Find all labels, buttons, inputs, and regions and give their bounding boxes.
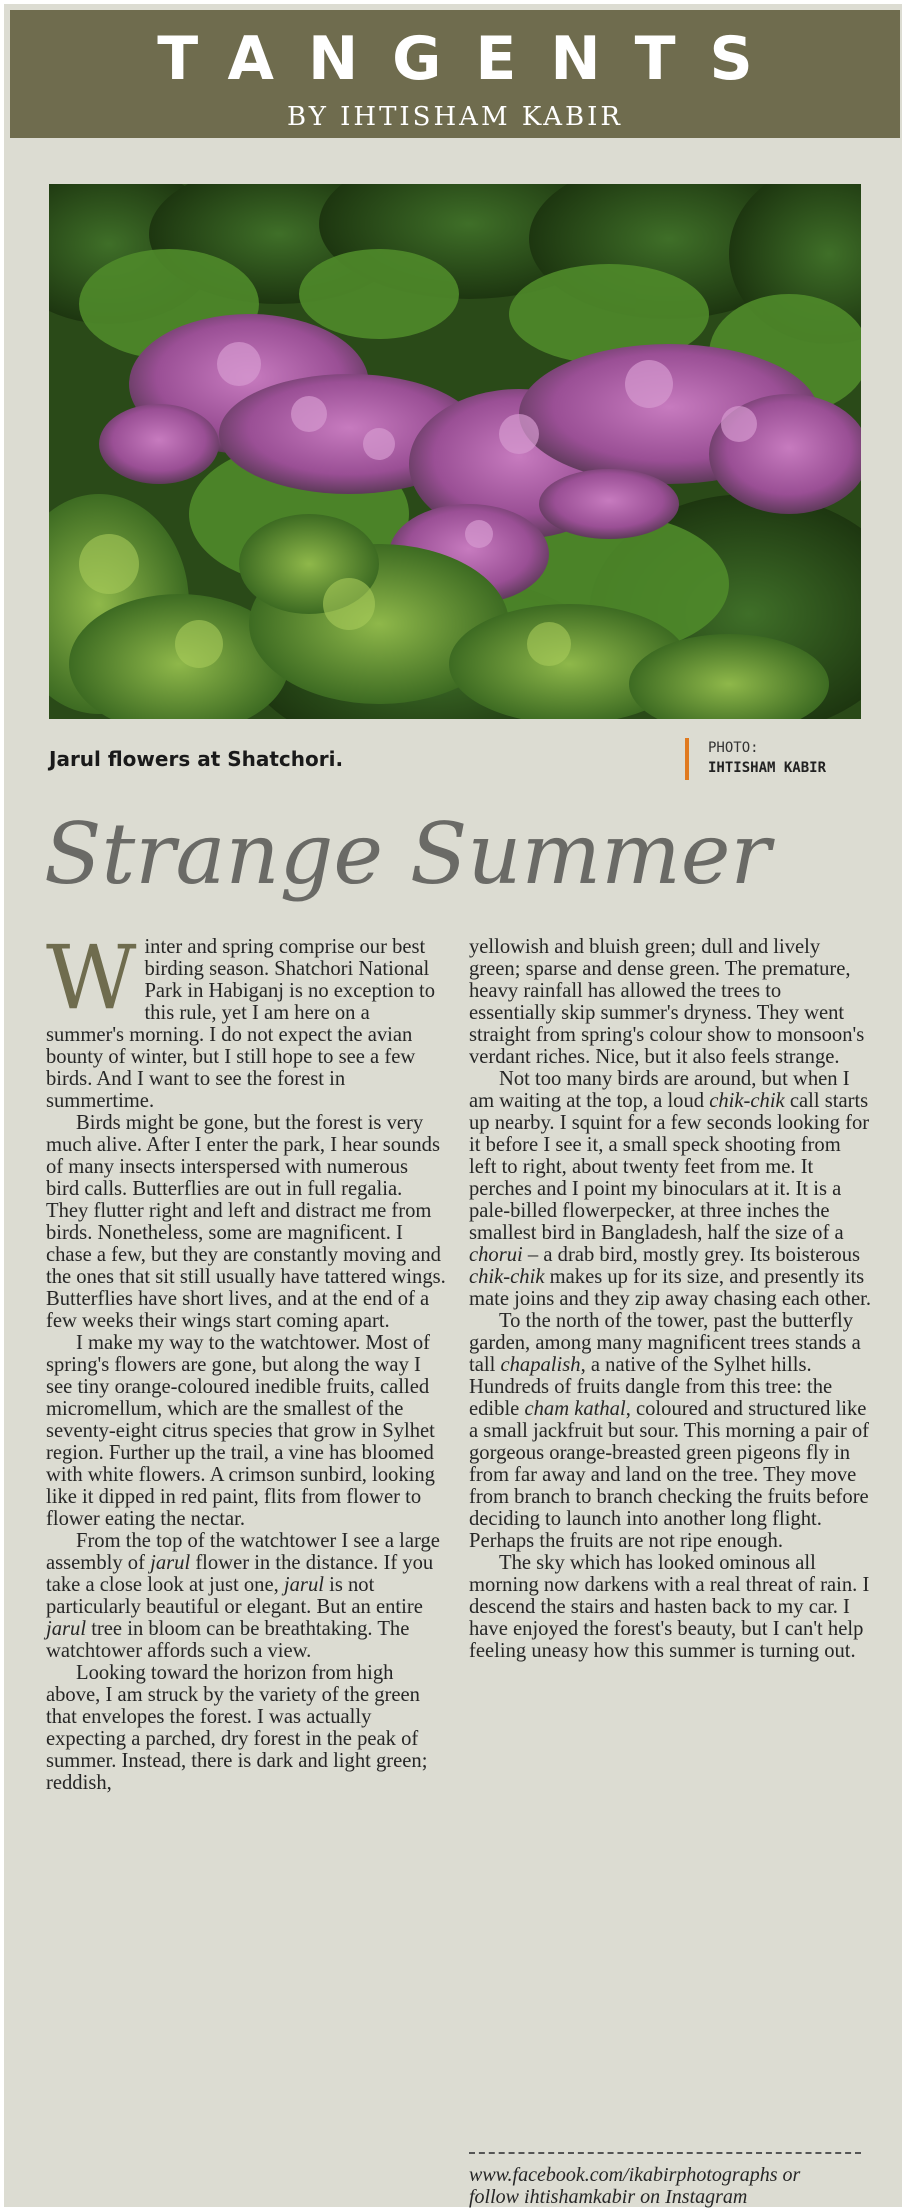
column-title: TANGENTS <box>157 24 787 94</box>
article-column-left <box>46 926 446 1794</box>
footer-instagram-note: follow ihtishamkabir on Instagram <box>469 2186 748 2208</box>
paragraph: Looking toward the horizon from high above, I am struck by the variety of the green that envelopes the forest. I was actually expecting a parched, dry forest in the peak of summer. Instead, there is dark and light green; reddish, <box>46 1662 428 1794</box>
paragraph: Not too many birds are around, but when I am waiting at the top, a loud chik-chik call starts up nearby. I squint for a few seconds looking for it before I see it, a small speck shooting from left to right, about twenty feet from me. It perches and I point my binoculars at it. It is a pale-billed flowerpecker, at three inches the smallest bird in Bangladesh, half the size of a chorui – a drab bird, mostly grey. Its boisterous chik-chik makes up for its size, and presently its mate joins and they zip away chasing each other. <box>469 1068 872 1310</box>
dashed-divider <box>469 2152 861 2154</box>
paragraph: I make my way to the watchtower. Most of spring's flowers are gone, but along the way I see tiny orange-coloured inedible fruits, called micromellum, which are the smallest of the seventy-eight citrus species that grow in Sylhet region. Further up the trail, a vine has bloomed with white flowers. A crimson sunbird, looking like it dipped in red paint, flits from flower to flower eating the nectar. <box>46 1332 435 1530</box>
photo-caption: Jarul flowers at Shatchori. <box>49 747 344 771</box>
forest-photo <box>49 184 861 719</box>
paragraph: From the top of the watchtower I see a large assembly of jarul flower in the distance. If you take a close look at just one, jarul is not particularly beautiful or elegant. But an entire jarul tree in bloom can be breathtaking. The watchtower affords such a view. <box>46 1530 440 1662</box>
paragraph: Birds might be gone, but the forest is very much alive. After I enter the park, I hear sounds of many insects interspersed with numerous bird calls. Butterflies are out in full regalia. They flutter right and left and distract me from birds. Nonetheless, some are magnificent. I chase a few, but they are constantly moving and the ones that sit still usually have tattered wings. Butterflies have short lives, and at the end of a few weeks their wings start coming apart. <box>46 1112 446 1332</box>
byline: BY IHTISHAM KABIR <box>287 102 623 132</box>
paragraph: yellowish and bluish green; dull and lively green; sparse and dense green. The premature, heavy rainfall has allowed the trees to essentially skip summer's dryness. They went straight from spring's colour show to monsoon's verdant riches. Nice, but it also feels strange. <box>469 936 865 1068</box>
credit-accent-bar <box>685 738 689 780</box>
paragraph: To the north of the tower, past the butterfly garden, among many magnificent trees stands a tall chapalish, a native of the Sylhet hills. Hundreds of fruits dangle from this tree: the edible cham kathal, coloured and structured like a small jackfruit but sour. This morning a pair of gorgeous orange-breasted green pigeons fly in from far away and land on the tree. They move from branch to branch checking the fruits before deciding to launch into another long flight. Perhaps the fruits are not ripe enough. <box>469 1310 869 1552</box>
paragraph: Winter and spring comprise our best birding season. Shatchori National Park in Habiganj is no exception to this rule, yet I am here on a summer's morning. I do not expect the avian bounty of winter, but I still hope to see a few birds. And I want to see the forest in summertime. <box>46 926 435 1112</box>
footer-social-link[interactable]: www.facebook.com/ikabirphotographs or <box>469 2164 801 2186</box>
masthead <box>10 10 900 138</box>
article-headline: Strange Summer <box>44 805 771 903</box>
article-column-right <box>469 936 871 1662</box>
photo-credit-label: PHOTO: <box>708 740 759 756</box>
paragraph: The sky which has looked ominous all morning now darkens with a real threat of rain. I descend the stairs and hasten back to my car. I have enjoyed the forest's beauty, but I can't help feeling uneasy how this summer is turning out. <box>469 1552 870 1662</box>
drop-cap: W <box>46 926 137 1029</box>
photo-credit-name: IHTISHAM KABIR <box>708 760 827 776</box>
